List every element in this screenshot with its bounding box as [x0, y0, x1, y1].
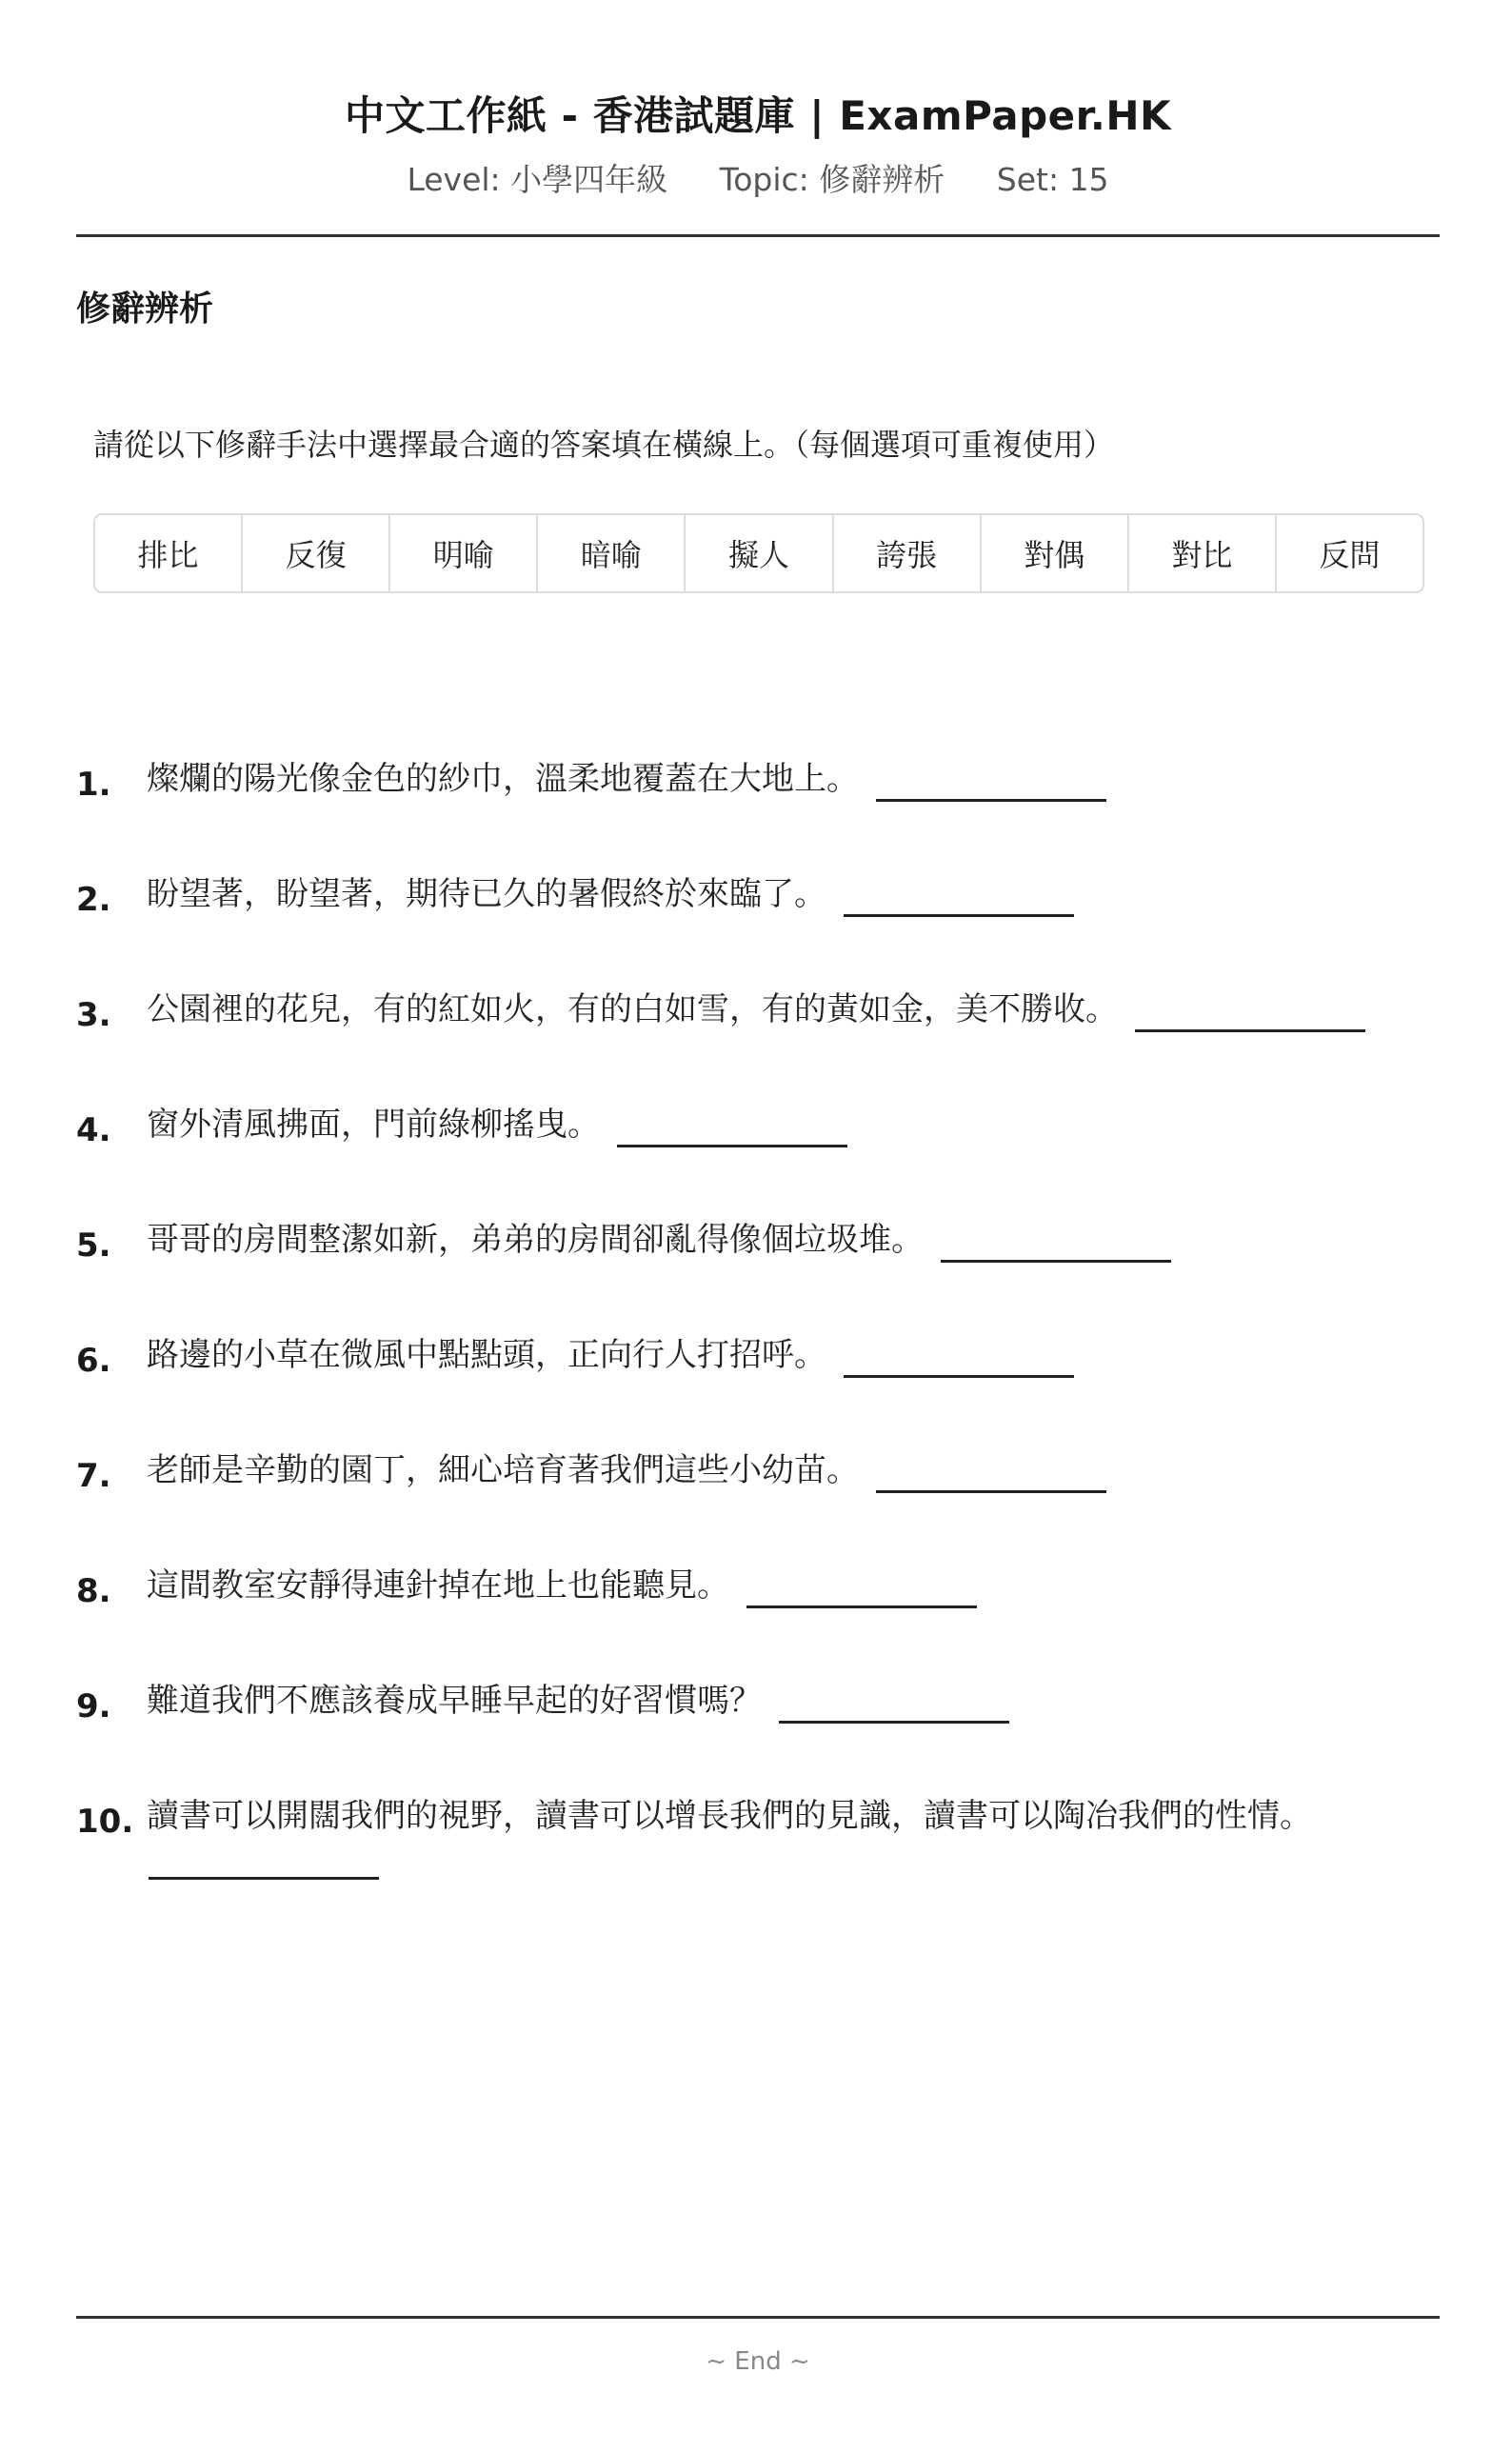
- level-label: Level: 小學四年級: [407, 161, 668, 198]
- option-item: 排比: [95, 515, 243, 591]
- question-number: 5.: [76, 1226, 111, 1265]
- question-number: 10.: [76, 1803, 134, 1841]
- option-item: 反復: [243, 515, 390, 591]
- page-title: 中文工作紙 - 香港試題庫 | ExamPaper.HK: [344, 92, 1172, 139]
- answer-blank[interactable]: [746, 1567, 977, 1608]
- question-text: 難道我們不應該養成早睡早起的好習慣嗎？: [147, 1682, 762, 1720]
- answer-blank[interactable]: [844, 876, 1074, 917]
- question-item: [76, 868, 1440, 983]
- answer-blank[interactable]: [876, 1452, 1106, 1493]
- question-item: [76, 1559, 1440, 1674]
- topic-label: Topic: 修辭辨析: [719, 161, 945, 198]
- question-number: 8.: [76, 1572, 111, 1610]
- question-text: 公園裡的花兒，有的紅如火，有的白如雪，有的黃如金，美不勝收。: [147, 990, 1118, 1028]
- question-text: 路邊的小草在微風中點點頭，正向行人打招呼。: [147, 1336, 826, 1374]
- answer-blank[interactable]: [779, 1683, 1009, 1724]
- option-item: 明喻: [390, 515, 538, 591]
- options-box: [93, 513, 1424, 593]
- question-text: 讀書可以開闊我們的視野，讀書可以增長我們的見識，讀書可以陶冶我們的性情。: [147, 1797, 1312, 1835]
- question-text: 這間教室安靜得連針掉在地上也能聽見。: [147, 1566, 729, 1605]
- end-marker: ~ End ~: [706, 2347, 810, 2376]
- question-item: [76, 1444, 1440, 1559]
- meta-line: [76, 158, 1440, 202]
- question-number: 6.: [76, 1342, 111, 1380]
- question-number: 2.: [76, 881, 111, 919]
- set-label: Set: 15: [996, 161, 1109, 198]
- option-item: 反問: [1319, 537, 1381, 573]
- option-item: 對比: [1129, 515, 1277, 591]
- option-item: 擬人: [686, 515, 833, 591]
- question-item: [76, 1213, 1440, 1328]
- question-number: 7.: [76, 1457, 111, 1495]
- option-item: 暗喻: [538, 515, 686, 591]
- question-item: [76, 1789, 1440, 1905]
- question-number: 1.: [76, 766, 111, 804]
- question-item: [76, 1098, 1440, 1213]
- answer-blank[interactable]: [876, 761, 1106, 802]
- header-divider: [76, 234, 1440, 237]
- question-text: 燦爛的陽光像金色的紗巾，溫柔地覆蓋在大地上。: [147, 760, 859, 798]
- option-item: 誇張: [834, 515, 982, 591]
- answer-blank[interactable]: [617, 1107, 847, 1147]
- question-number: 4.: [76, 1111, 111, 1149]
- question-number: 9.: [76, 1687, 111, 1725]
- question-item: [76, 983, 1440, 1098]
- section-title: 修辭辨析: [76, 289, 214, 329]
- footer-divider: [76, 2316, 1440, 2319]
- answer-blank[interactable]: [844, 1337, 1074, 1378]
- question-number: 3.: [76, 996, 111, 1034]
- instruction-text: 請從以下修辭手法中選擇最合適的答案填在橫線上。（每個選項可重複使用）: [93, 427, 1115, 463]
- option-item: 對偶: [982, 515, 1129, 591]
- question-item: [76, 752, 1440, 868]
- question-list: [76, 752, 1440, 1905]
- answer-blank[interactable]: [149, 1877, 379, 1880]
- question-item: [76, 1674, 1440, 1789]
- answer-blank[interactable]: [941, 1222, 1171, 1263]
- question-text: 哥哥的房間整潔如新，弟弟的房間卻亂得像個垃圾堆。: [147, 1221, 924, 1259]
- worksheet-header: [76, 0, 1440, 202]
- question-text: 老師是辛勤的園丁，細心培育著我們這些小幼苗。: [147, 1451, 859, 1489]
- worksheet-page: [76, 0, 1440, 2453]
- question-item: [76, 1328, 1440, 1444]
- question-text: 盼望著，盼望著，期待已久的暑假終於來臨了。: [147, 875, 826, 913]
- question-text: 窗外清風拂面，門前綠柳搖曳。: [147, 1106, 600, 1144]
- answer-blank[interactable]: [1135, 991, 1365, 1032]
